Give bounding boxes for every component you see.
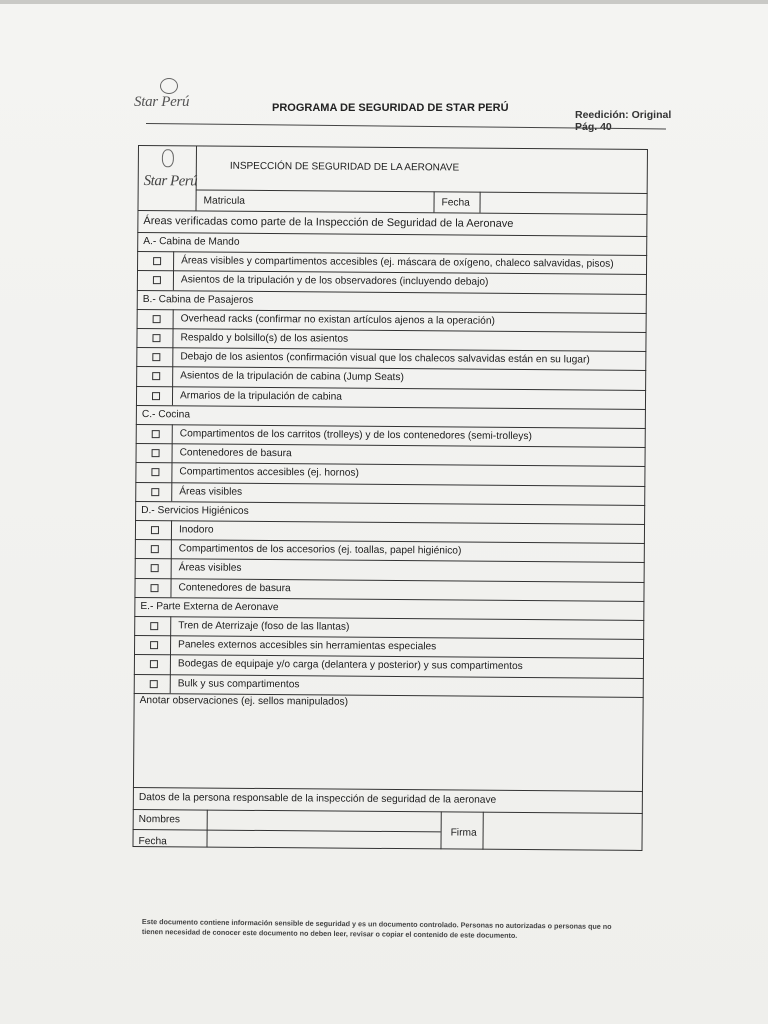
checklist-item: Áreas visibles: [178, 562, 242, 575]
checklist-item: Asientos de la tripulación y de los observadores (incluyendo debajo): [180, 274, 489, 289]
matricula-divider: [433, 191, 434, 212]
header-logo-text: Star Perú: [134, 94, 190, 110]
matricula-label: Matricula: [203, 195, 245, 207]
checklist-item: Overhead racks (confirmar no existan artículos ajenos a la operación): [180, 313, 495, 327]
observations-label: Anotar observaciones (ej. sellos manipulados): [139, 694, 349, 708]
section-title: B.- Cabina de Pasajeros: [142, 293, 254, 306]
checklist-item: Armarios de la tripulación de cabina: [179, 389, 343, 403]
checklist-item: Asientos de la tripulación de cabina (Jump Seats): [180, 370, 404, 384]
checklist-item: Áreas visibles y compartimentos accesibles (ej. máscara de oxígeno, chaleco salvavidas, pisos): [181, 255, 614, 270]
item-checkbox[interactable]: [152, 392, 160, 400]
section-title: A.- Cabina de Mando: [143, 236, 240, 248]
item-checkbox[interactable]: [152, 449, 160, 457]
firma-label: Firma: [450, 827, 477, 839]
checklist-item: Contenedores de basura: [178, 581, 291, 594]
item-checkbox[interactable]: [151, 469, 159, 477]
form-title: INSPECCIÓN DE SEGURIDAD DE LA AERONAVE: [229, 160, 460, 174]
item-checkbox[interactable]: [151, 545, 159, 553]
checklist-item: Bulk y sus compartimentos: [177, 677, 300, 690]
star-peru-logo-icon: [160, 78, 178, 94]
form-logo-icon: [162, 149, 174, 167]
checklist-item: Respaldo y bolsillo(s) de los asientos: [180, 332, 349, 345]
inspection-form: [132, 145, 650, 854]
item-checkbox[interactable]: [152, 334, 160, 342]
item-checkbox[interactable]: [150, 622, 158, 630]
confidentiality-note: Este documento contiene información sensible de seguridad y es un documento controlado. Personas no autorizadas o personas que no tienen necesidad de conocer este documento no deben leer, revisar o copiar el contenido de este documento.: [141, 917, 612, 940]
item-checkbox[interactable]: [150, 680, 158, 688]
nombres-label: Nombres: [138, 813, 181, 826]
checklist-item: Paneles externos accesibles sin herramientas especiales: [178, 639, 437, 653]
item-checkbox[interactable]: [150, 641, 158, 649]
fecha-label: Fecha: [441, 197, 470, 209]
section-title: C.- Cocina: [141, 408, 191, 421]
item-checkbox[interactable]: [150, 584, 158, 592]
program-title: PROGRAMA DE SEGURIDAD DE STAR PERÚ: [272, 102, 509, 114]
item-checkbox[interactable]: [150, 661, 158, 669]
item-checkbox[interactable]: [151, 526, 159, 534]
checklist-item: Compartimentos accesibles (ej. hornos): [179, 466, 359, 480]
checklist-item: Inodoro: [178, 524, 214, 536]
checklist-item: Bodegas de equipaje y/o carga (delantera y posterior) y sus compartimentos: [177, 658, 523, 673]
fecha-divider: [479, 192, 480, 213]
section-title: E.- Parte Externa de Aeronave: [140, 600, 279, 613]
responsible-heading: Datos de la persona responsable de la inspección de seguridad de la aeronave: [138, 791, 497, 806]
page-number: Pág. 40: [575, 121, 612, 133]
checklist-item: Compartimentos de los carritos (trolleys) y de los contenedores (semi-trolleys): [179, 428, 532, 443]
item-checkbox[interactable]: [152, 430, 160, 438]
section-title: D.- Servicios Higiénicos: [141, 504, 249, 517]
item-checkbox[interactable]: [152, 373, 160, 381]
item-checkbox[interactable]: [151, 488, 159, 496]
form-logo-text: Star Perú: [143, 173, 198, 190]
edition-label: Reedición: Original: [575, 109, 672, 121]
item-checkbox[interactable]: [153, 315, 161, 323]
checklist-item: Debajo de los asientos (confirmación visual que los chalecos salvavidas están en su lugar): [180, 351, 590, 366]
checklist-item: Contenedores de basura: [179, 447, 292, 460]
page-edge: [0, 0, 768, 4]
item-checkbox[interactable]: [153, 257, 161, 265]
checklist-item: Tren de Aterrizaje (foso de las llantas): [178, 620, 350, 633]
edition-info: [575, 109, 671, 133]
checklist-item: Áreas visibles: [179, 485, 243, 498]
item-checkbox[interactable]: [152, 353, 160, 361]
fecha-signature-label: Fecha: [138, 835, 167, 848]
checklist-item: Compartimentos de los accesorios (ej. toallas, papel higiénico): [178, 543, 462, 557]
areas-heading: Áreas verificadas como parte de la Inspección de Seguridad de la Aeronave: [143, 215, 514, 230]
item-checkbox[interactable]: [153, 277, 161, 285]
item-checkbox[interactable]: [151, 565, 159, 573]
